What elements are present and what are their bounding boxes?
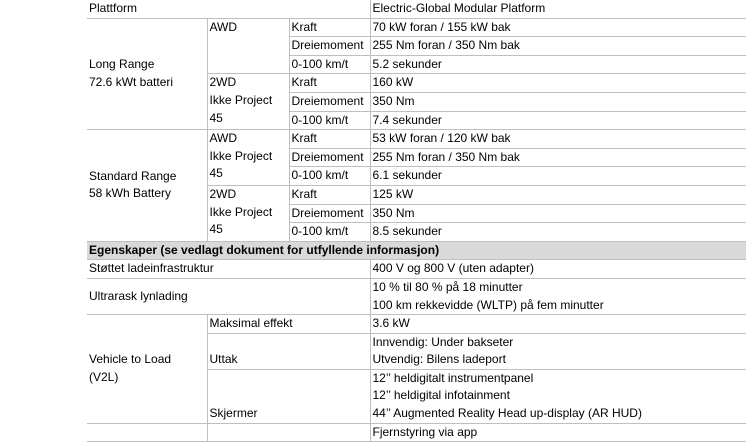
spec-value: 350 Nm bbox=[370, 92, 746, 111]
standard-range-label: Standard Range 58 kWh Battery bbox=[87, 130, 207, 242]
spec-value: 8.5 sekunder bbox=[370, 223, 746, 242]
v2l-outlet-label: Uttak bbox=[207, 333, 370, 369]
spec-value: 7.4 sekunder bbox=[370, 111, 746, 130]
spec-value: 350 Nm bbox=[370, 204, 746, 223]
spec-key: Dreiemoment bbox=[289, 37, 370, 56]
empty-cell bbox=[87, 423, 207, 442]
charging-value: 400 V og 800 V (uten adapter) bbox=[370, 260, 746, 279]
remote-value: Fjernstyring via app bbox=[370, 423, 746, 442]
spec-key: Dreiemoment bbox=[289, 204, 370, 223]
spec-key: 0-100 km/t bbox=[289, 111, 370, 130]
spec-value: 5.2 sekunder bbox=[370, 55, 746, 74]
screens-value: 12’’ heldigitalt instrumentpanel 12’’ heldigital infotainment 44’’ Augmented Reality Head up-display (AR HUD) bbox=[370, 369, 746, 423]
screens-label: Skjermer bbox=[207, 369, 370, 423]
remote-row bbox=[87, 423, 746, 442]
long-range-awd-label: AWD bbox=[207, 18, 289, 74]
empty-cell bbox=[207, 423, 370, 442]
v2l-label: Vehicle to Load (V2L) bbox=[87, 315, 207, 424]
spec-table bbox=[87, 0, 746, 442]
spec-value: 160 kW bbox=[370, 74, 746, 93]
v2l-max-value: 3.6 kW bbox=[370, 315, 746, 334]
spec-key: Dreiemoment bbox=[289, 148, 370, 167]
v2l-row bbox=[87, 315, 746, 334]
spec-key: Kraft bbox=[289, 18, 370, 37]
spec-value: 53 kW foran / 120 kW bak bbox=[370, 130, 746, 149]
charging-label: Støttet ladeinfrastruktur bbox=[87, 260, 370, 279]
section-title: Egenskaper (se vedlagt dokument for utfyllende informasjon) bbox=[87, 241, 746, 260]
spec-value: 255 Nm foran / 350 Nm bak bbox=[370, 37, 746, 56]
ultrafast-row bbox=[87, 278, 746, 314]
standard-range-2wd-label: 2WD Ikke Project 45 bbox=[207, 185, 289, 241]
spec-value: 6.1 sekunder bbox=[370, 167, 746, 186]
platform-value: Electric-Global Modular Platform bbox=[370, 0, 746, 18]
platform-label: Plattform bbox=[87, 0, 370, 18]
standard-range-awd-label: AWD Ikke Project 45 bbox=[207, 130, 289, 186]
features-section-header bbox=[87, 241, 746, 260]
table-row bbox=[87, 130, 746, 149]
ultrafast-label: Ultrarask lynlading bbox=[87, 278, 370, 314]
spec-sheet bbox=[87, 0, 746, 442]
spec-key: 0-100 km/t bbox=[289, 55, 370, 74]
long-range-2wd-label: 2WD Ikke Project 45 bbox=[207, 74, 289, 130]
spec-key: 0-100 km/t bbox=[289, 167, 370, 186]
v2l-max-label: Maksimal effekt bbox=[207, 315, 370, 334]
long-range-label: Long Range 72.6 kWt batteri bbox=[87, 18, 207, 130]
v2l-outlet-value: Innvendig: Under bakseter Utvendig: Bilens ladeport bbox=[370, 333, 746, 369]
spec-key: Kraft bbox=[289, 130, 370, 149]
table-row bbox=[87, 18, 746, 37]
spec-value: 70 kW foran / 155 kW bak bbox=[370, 18, 746, 37]
platform-row bbox=[87, 0, 746, 18]
spec-value: 125 kW bbox=[370, 185, 746, 204]
charging-row bbox=[87, 260, 746, 279]
spec-key: Kraft bbox=[289, 185, 370, 204]
spec-value: 255 Nm foran / 350 Nm bak bbox=[370, 148, 746, 167]
spec-key: 0-100 km/t bbox=[289, 223, 370, 242]
spec-key: Dreiemoment bbox=[289, 92, 370, 111]
spec-key: Kraft bbox=[289, 74, 370, 93]
ultrafast-value: 10 % til 80 % på 18 minutter 100 km rekkevidde (WLTP) på fem minutter bbox=[370, 278, 746, 314]
